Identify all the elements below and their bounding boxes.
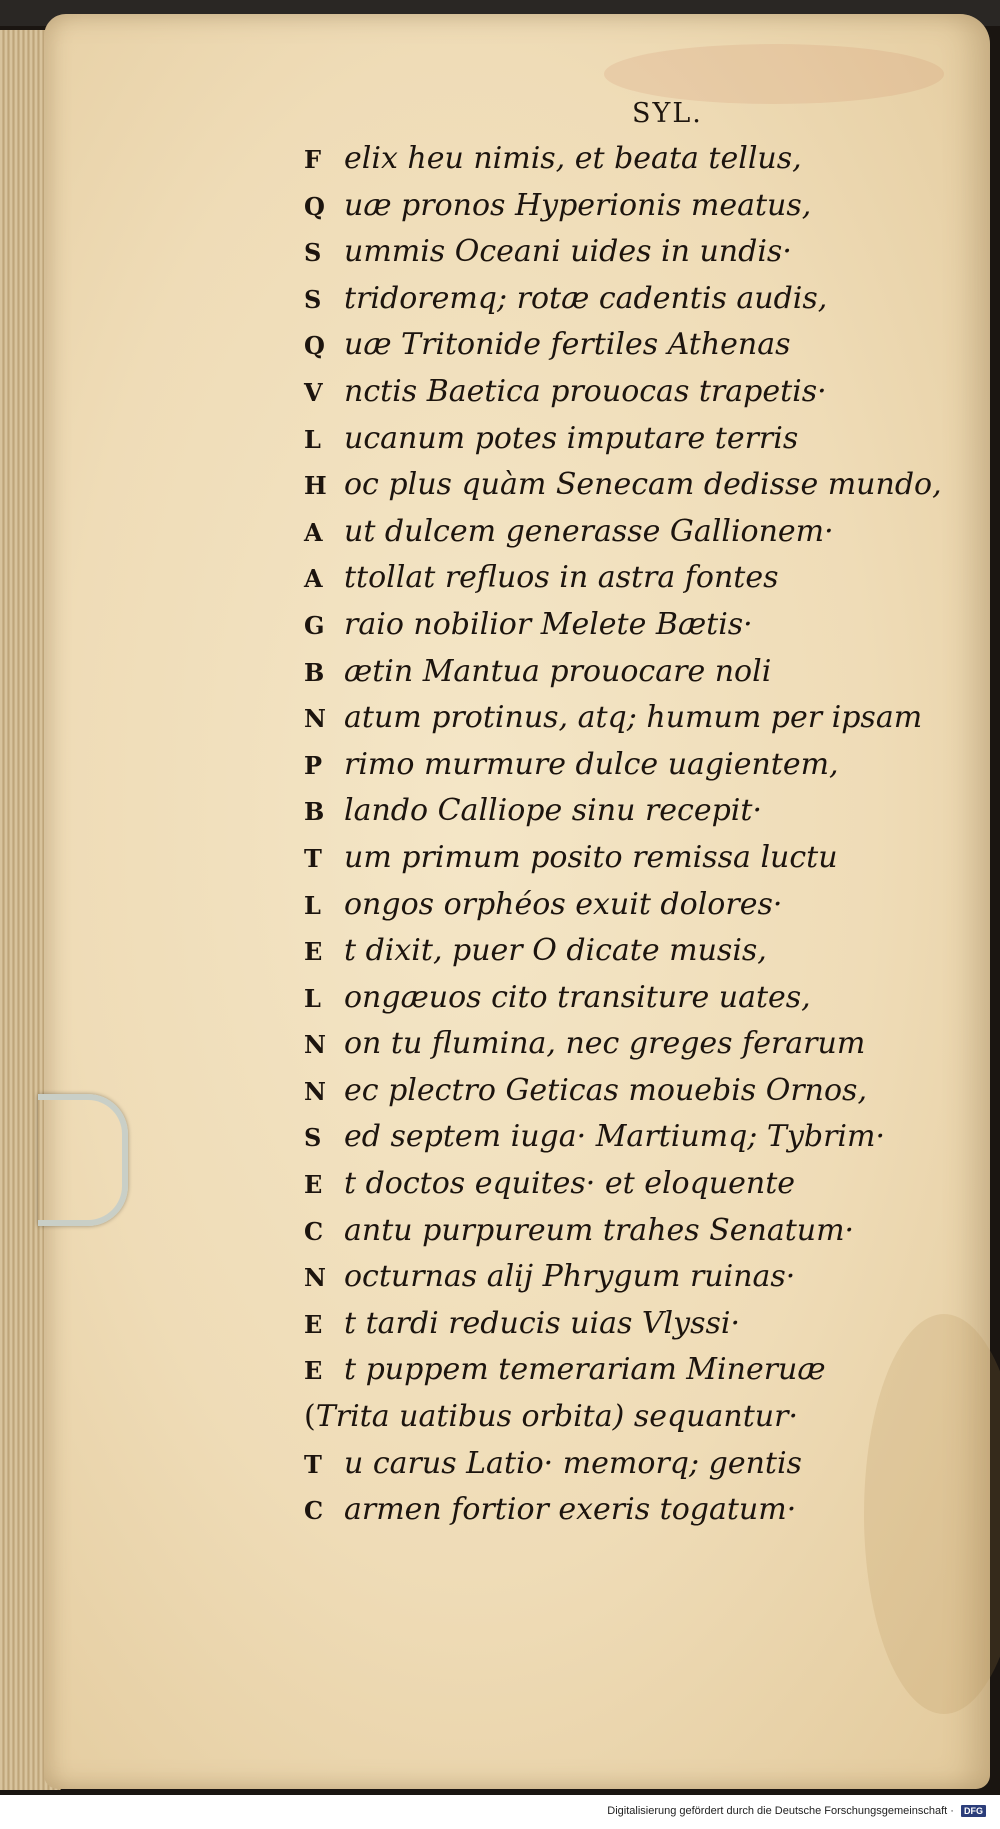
poem-line [304, 1068, 944, 1115]
line-initial: N [304, 1076, 326, 1106]
credit-text: Digitalisierung gefördert durch die Deutsche Forschungsgemeinschaft · [607, 1805, 954, 1817]
line-text: ec plectro Geticas mouebis Ornos, [344, 1072, 867, 1108]
digitization-credit [607, 1805, 986, 1817]
poem-line [304, 555, 944, 602]
line-initial: E [304, 937, 323, 967]
line-text: ætin Mantua prouocare noli [344, 653, 772, 689]
poem-line [304, 742, 944, 789]
poem-line [304, 1487, 944, 1534]
poem-line [304, 835, 944, 882]
line-initial: E [304, 1356, 323, 1386]
poem-line [304, 928, 944, 975]
line-text: rimo murmure dulce uagientem, [344, 746, 839, 782]
line-text: ummis Oceani uides in undis· [344, 234, 792, 270]
line-initial: Q [304, 191, 325, 221]
line-text: elix heu nimis, et beata tellus, [344, 141, 802, 176]
line-text: u carus Latio· memorq; gentis [344, 1445, 802, 1481]
dfg-logo-icon: DFG [961, 1805, 986, 1817]
book-page [44, 14, 990, 1789]
line-initial: N [304, 704, 326, 734]
poem-line [304, 183, 944, 230]
line-initial: A [304, 517, 323, 547]
poem-line [304, 649, 944, 696]
poem-text [304, 136, 944, 1534]
line-initial: S [304, 238, 322, 268]
line-initial: A [304, 564, 323, 594]
poem-line [304, 1114, 944, 1161]
poem-line [304, 1208, 944, 1255]
line-text: t tardi reducis uias Vlyssi· [344, 1305, 741, 1341]
line-text: ongos orphéos exuit dolores· [344, 886, 783, 922]
line-initial: E [304, 1170, 323, 1200]
poem-line [304, 975, 944, 1022]
poem-line [304, 1441, 944, 1488]
poem-line [304, 276, 944, 323]
poem-line [304, 695, 944, 742]
line-text: nctis Baetica prouocas trapetis· [344, 373, 827, 409]
line-initial: L [304, 983, 321, 1013]
line-initial: ( [304, 1399, 316, 1435]
line-text: t puppem temerariam Mineruæ [344, 1352, 826, 1388]
poem-line [304, 229, 944, 276]
poem-line [304, 1301, 944, 1348]
poem-line [304, 136, 944, 183]
line-text: octurnas alij Phrygum ruinas· [344, 1259, 796, 1295]
line-initial: C [304, 1216, 324, 1246]
poem-line [304, 882, 944, 929]
running-head: SYL. [632, 98, 703, 129]
poem-line [304, 462, 944, 509]
line-text: ttollat refluos in astra fontes [344, 560, 779, 596]
line-initial: C [304, 1496, 324, 1526]
line-text: oc plus quàm Senecam dedisse mundo, [344, 467, 942, 503]
line-text: Trita uatibus orbita) sequantur· [315, 1399, 798, 1435]
poem-line [304, 1394, 944, 1441]
line-initial: L [304, 424, 321, 454]
poem-line [304, 1254, 944, 1301]
poem-line [304, 322, 944, 369]
line-initial: N [304, 1263, 326, 1293]
line-initial: F [304, 145, 322, 174]
line-text: t dixit, puer O dicate musis, [344, 933, 767, 969]
poem-line [304, 416, 944, 463]
page-stain [604, 44, 944, 104]
line-initial: L [304, 890, 321, 920]
line-text: armen fortior exeris togatum· [344, 1492, 797, 1528]
poem-line [304, 1021, 944, 1068]
poem-line [304, 369, 944, 416]
line-initial: G [304, 610, 325, 640]
book-clasp [38, 1094, 128, 1226]
line-text: ut dulcem generasse Gallionem· [344, 513, 834, 549]
poem-line [304, 1161, 944, 1208]
poem-line [304, 509, 944, 556]
poem-line [304, 1347, 944, 1394]
line-initial: B [304, 797, 325, 827]
line-text: on tu flumina, nec greges ferarum [344, 1026, 866, 1062]
line-text: ucanum potes imputare terris [344, 420, 799, 456]
line-text: uæ pronos Hyperionis meatus, [344, 187, 812, 223]
line-initial: T [304, 843, 322, 873]
line-text: ed septem iuga· Martiumq; Tybrim· [344, 1119, 886, 1155]
line-initial: V [304, 377, 323, 407]
line-initial: T [304, 1449, 322, 1479]
line-initial: Q [304, 331, 325, 361]
line-text: t doctos equites· et eloquente [344, 1166, 796, 1202]
line-text: antu purpureum trahes Senatum· [344, 1212, 855, 1248]
line-text: ongæuos cito transiture uates, [344, 979, 811, 1015]
line-initial: S [304, 284, 322, 314]
line-initial: H [304, 471, 327, 501]
line-text: um primum posito remissa luctu [344, 839, 838, 875]
line-initial: S [304, 1123, 322, 1153]
line-initial: P [304, 750, 323, 780]
line-text: lando Calliope sinu recepit· [344, 793, 762, 829]
line-text: tridoremq; rotæ cadentis audis, [344, 280, 828, 316]
poem-line [304, 788, 944, 835]
line-text: atum protinus, atq; humum per ipsam [344, 700, 923, 736]
poem-line [304, 602, 944, 649]
line-initial: B [304, 657, 325, 687]
line-initial: N [304, 1030, 326, 1060]
line-text: uæ Tritonide fertiles Athenas [344, 327, 791, 363]
line-text: raio nobilior Melete Bætis· [344, 606, 753, 642]
line-initial: E [304, 1309, 323, 1339]
